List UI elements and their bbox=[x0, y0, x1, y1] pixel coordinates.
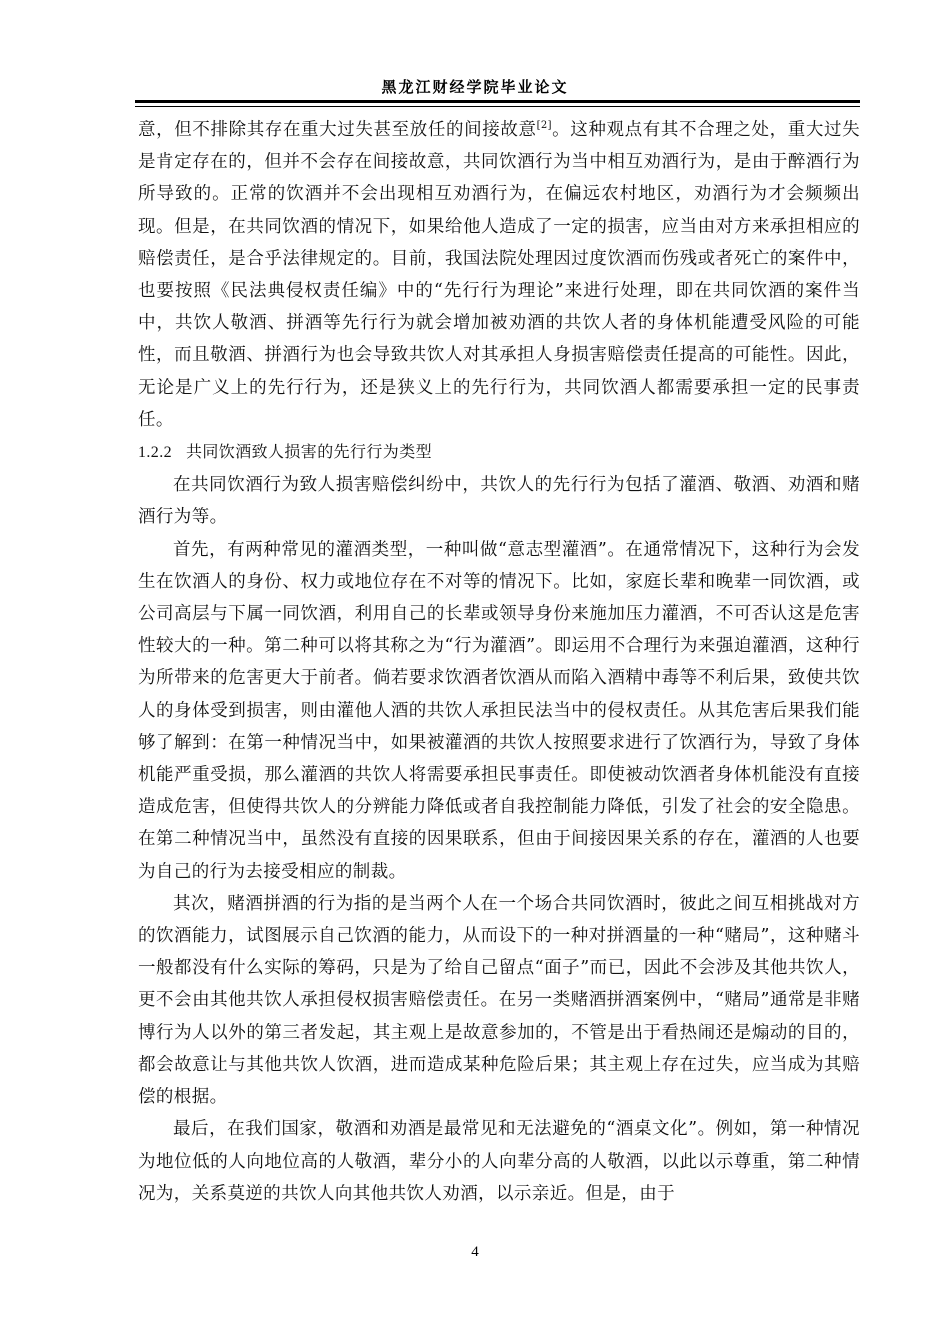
section-heading bbox=[138, 436, 860, 469]
paragraph-forced-drinking: 首先，有两种常见的灌酒类型，一种叫做“意志型灌酒”。在通常情况下，这种行为会发生在饮酒人的身份、权力或地位存在不对等的情况下。比如，家庭长辈和晚辈一同饮酒，或公司高层与下属一同饮酒，利用自己的长辈或领导身份来施加压力灌酒，不可否认这是危害性较大的一种。第二种可以将其称之为“行为灌酒”。即运用不合理行为来强迫灌酒，这种行为所带来的危害更大于前者。倘若要求饮酒者饮酒从而陷入酒精中毒等不利后果，致使共饮人的身体受到损害，则由灌他人酒的共饮人承担民法当中的侵权责任。从其危害后果我们能够了解到：在第一种情况当中，如果被灌酒的共饮人按照要求进行了饮酒行为，导致了身体机能严重受损，那么灌酒的共饮人将需要承担民事责任。即使被动饮酒者身体机能没有直接造成危害，但使得共饮人的分辨能力降低或者自我控制能力降低，引发了社会的安全隐患。在第二种情况当中，虽然没有直接的因果联系，但由于间接因果关系的存在，灌酒的人也要为自己的行为去接受相应的制裁。 bbox=[138, 539, 860, 882]
intro-text-after-ref: 。这种观点有其不合理之处，重大过失是肯定存在的，但并不会存在间接故意，共同饮酒行为当中相互劝酒行为，是由于醉酒行为所导致的。正常的饮酒并不会出现相互劝酒行为，在偏远农村地区，劝酒行为才会频频出现。但是，在共同饮酒的情况下，如果给他人造成了一定的损害，应当由对方来承担相应的赔偿责任，是合乎法律规定的。目前，我国法院处理因过度饮酒而伤残或者死亡的案件中，也要按照《民法典侵权责任编》中的“先行行为理论”来进行处理，即在共同饮酒的案件当中，共饮人敬酒、拼酒等先行行为就会增加被劝酒的共饮人者的身体机能遭受风险的可能性，而且敬酒、拼酒行为也会导致共饮人对其承担人身损害赔偿责任提高的可能性。因此，无论是广义上的先行行为，还是狭义上的先行行为，共同饮酒人都需要承担一定的民事责任。 bbox=[138, 120, 860, 430]
section-number: 1.2.2 bbox=[138, 444, 172, 462]
section-title: 共同饮酒致人损害的先行行为类型 bbox=[186, 442, 433, 462]
paragraph-toasting-culture: 最后，在我们国家，敬酒和劝酒是最常见和无法避免的“酒桌文化”。例如，第一种情况为地位低的人向地位高的人敬酒，辈分小的人向辈分高的人敬酒，以此以示尊重，第二种情况为，关系莫逆的共饮人向其他共饮人劝酒，以示亲近。但是，由于 bbox=[138, 1119, 860, 1204]
page-number: 4 bbox=[471, 1244, 479, 1260]
document-header-title: 黑龙江财经学院毕业论文 bbox=[381, 78, 569, 96]
reference-marker: [2] bbox=[536, 120, 552, 132]
paragraph-drinking-contest: 其次，赌酒拼酒的行为指的是当两个人在一个场合共同饮酒时，彼此之间互相挑战对方的饮酒能力，试图展示自己饮酒的能力，从而设下的一种对拼酒量的一种“赌局”，这种赌斗一般都没有什么实际的筹码，只是为了给自己留点“面子”而已，因此不会涉及其他共饮人，更不会由其他共饮人承担侵权损害赔偿责任。在另一类赌酒拼酒案例中，“赌局”通常是非赌博行为人以外的第三者发起，其主观上是故意参加的，不管是出于看热闹还是煽动的目的，都会故意让与其他共饮人饮酒，进而造成某种危险后果；其主观上存在过失，应当成为其赔偿的根据。 bbox=[138, 893, 860, 1108]
body-text bbox=[138, 114, 860, 1210]
header-rule-thick bbox=[135, 100, 860, 103]
header-rule-thin bbox=[135, 106, 860, 107]
intro-paragraph bbox=[138, 114, 860, 436]
paragraph-leading-behaviors: 在共同饮酒行为致人损害赔偿纠纷中，共饮人的先行行为包括了灌酒、敬酒、劝酒和赌酒行为等。 bbox=[138, 475, 860, 528]
intro-text-before-ref: 意，但不排除其存在重大过失甚至放任的间接故意 bbox=[138, 120, 537, 140]
